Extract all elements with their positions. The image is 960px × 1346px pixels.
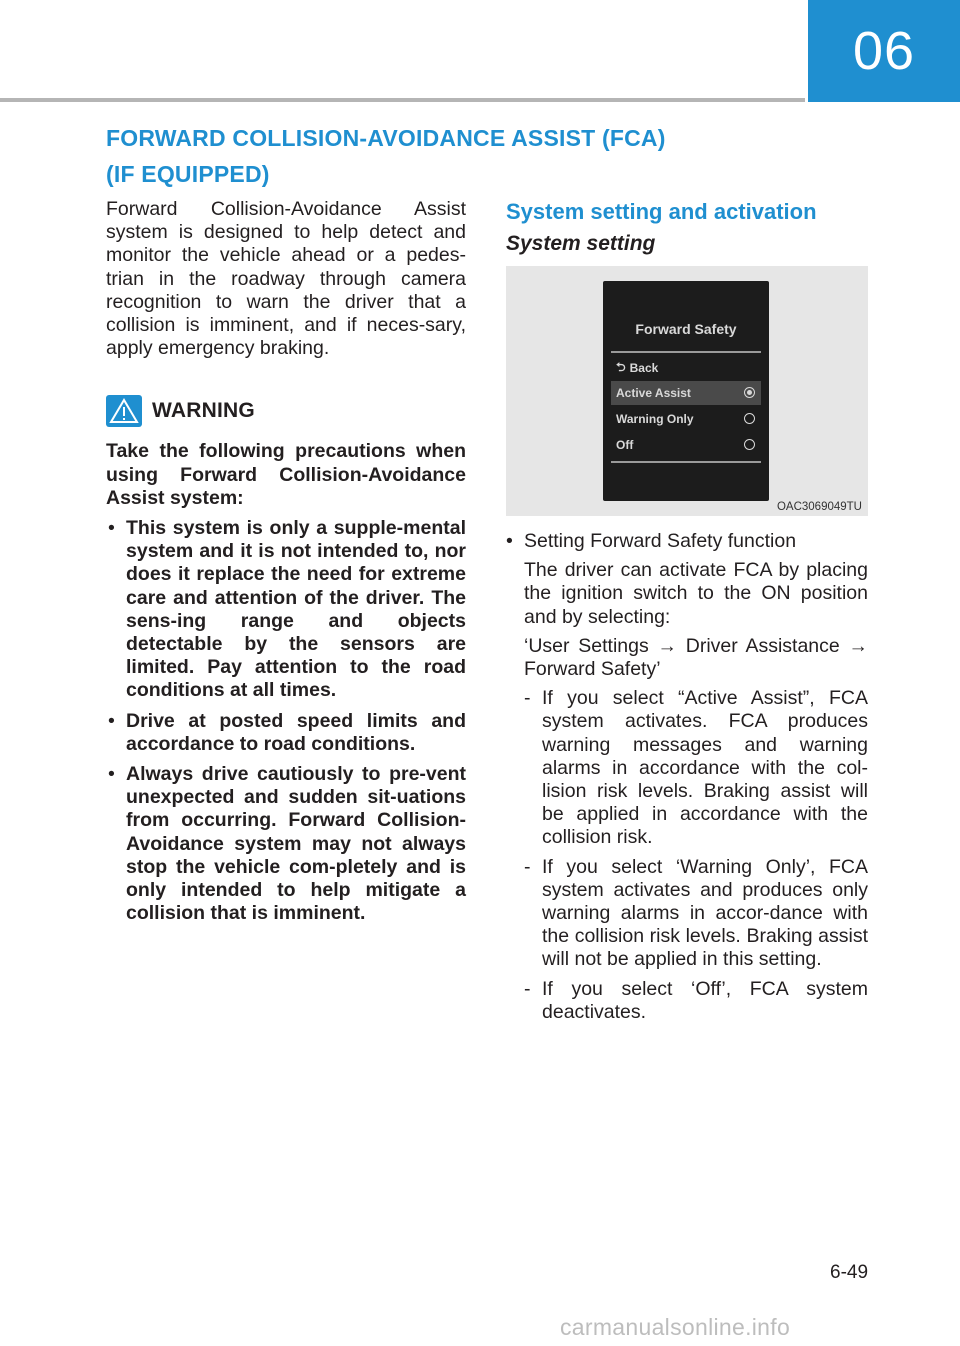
warning-item: • Drive at posted speed limits and accordance to road conditions.: [106, 710, 466, 756]
menu-option-label: Active Assist: [616, 386, 691, 400]
settings-text: [506, 530, 868, 1024]
option-description-text: If you select ‘Warning Only’, FCA system activates and produces only warning alarms in accor-dance with the collision risk levels. Braking assist will not be applied in this setting.: [542, 855, 868, 971]
intro-paragraph: Forward Collision-Avoidance Assist system is designed to help detect and monitor the vehicle ahead or a pedes-trian in the roadway through camera recognition to warn the driver that a collision is imminent, and if neces-sary, apply emergency braking.: [106, 198, 466, 360]
section-title: [106, 120, 806, 192]
activation-paragraph: The driver can activate FCA by placing the ignition switch to the ON position and by selecting:: [524, 559, 868, 628]
left-column: [106, 198, 466, 932]
menu-option: [611, 433, 761, 457]
warning-item: • Always drive cautiously to pre-vent unexpected and sudden sit-uations from occurring. Forward Collision-Avoidance system may not always stop the vehicle com-pletely and is only intended to help mitigate a collision that is imminent.: [106, 763, 466, 925]
option-description-text: If you select ‘Off’, FCA system deactivates.: [542, 977, 868, 1023]
menu-option-label: Off: [616, 438, 634, 452]
radio-empty-icon: [744, 439, 755, 450]
radio-selected-icon: [744, 387, 755, 398]
menu-option: [611, 407, 761, 431]
right-column: [506, 198, 868, 1024]
back-arrow-icon: ⮌: [616, 359, 626, 374]
option-description: - If you select ‘Warning Only’, FCA system activates and produces only warning alarms in accor-dance with the collision risk levels. Braking assist will not be applied in this setting.: [524, 855, 868, 971]
menu-path: ‘User Settings → Driver Assistance → Forward Safety’: [524, 634, 868, 681]
menu-option: [611, 381, 761, 405]
figure-forward-safety-menu: [506, 266, 868, 516]
radio-empty-icon: [744, 413, 755, 424]
warning-lead: Take the following precautions when using Forward Collision-Avoidance Assist system:: [106, 440, 466, 509]
watermark-text: carmanualsonline.info: [560, 1314, 791, 1340]
menu-back: [611, 356, 761, 380]
screen-divider: [611, 461, 761, 463]
chapter-tab: [808, 0, 960, 102]
section-title-line2: (IF EQUIPPED): [106, 161, 270, 187]
screen-title: Forward Safety: [635, 321, 737, 337]
subsection-heading: System setting and activation: [506, 199, 817, 224]
page-number: 6-49: [830, 1262, 869, 1283]
warning-triangle-icon: [106, 395, 142, 427]
warning-label: WARNING: [152, 399, 255, 423]
subsubsection-heading: System setting: [506, 232, 656, 255]
figure-code: OAC3069049TU: [776, 501, 862, 513]
screen-divider: [611, 351, 761, 353]
section-title-line1: FORWARD COLLISION-AVOIDANCE ASSIST (FCA): [106, 125, 666, 151]
chapter-number: 06: [852, 21, 916, 81]
option-description-text: If you select “Active Assist”, FCA system activates. FCA produces warning messages and warning alarms in accordance with the col-lision risk levels. Braking assist will be applied in accordance with the collision risk.: [542, 687, 868, 849]
menu-option-label: Warning Only: [616, 412, 694, 426]
warning-header: [106, 394, 466, 428]
option-description: - If you select ‘Off’, FCA system deactivates.: [524, 977, 868, 1023]
menu-back-label: Back: [629, 361, 659, 375]
warning-item: • This system is only a supple-mental system and it is not intended to, nor does it replace the need for extreme care and attention of the driver. The sens-ing range and objects detectable by the sensors are limited. Pay attention to the road conditions at all times.: [106, 517, 466, 703]
cluster-screen: [603, 281, 769, 501]
setting-bullet: • Setting Forward Safety function: [506, 530, 868, 553]
warning-list: [106, 517, 466, 925]
header-rule: [0, 98, 805, 102]
option-description: - If you select “Active Assist”, FCA system activates. FCA produces warning messages and warning alarms in accordance with the col-lision risk levels. Braking assist will be applied in accordance with the collision risk.: [524, 687, 868, 849]
